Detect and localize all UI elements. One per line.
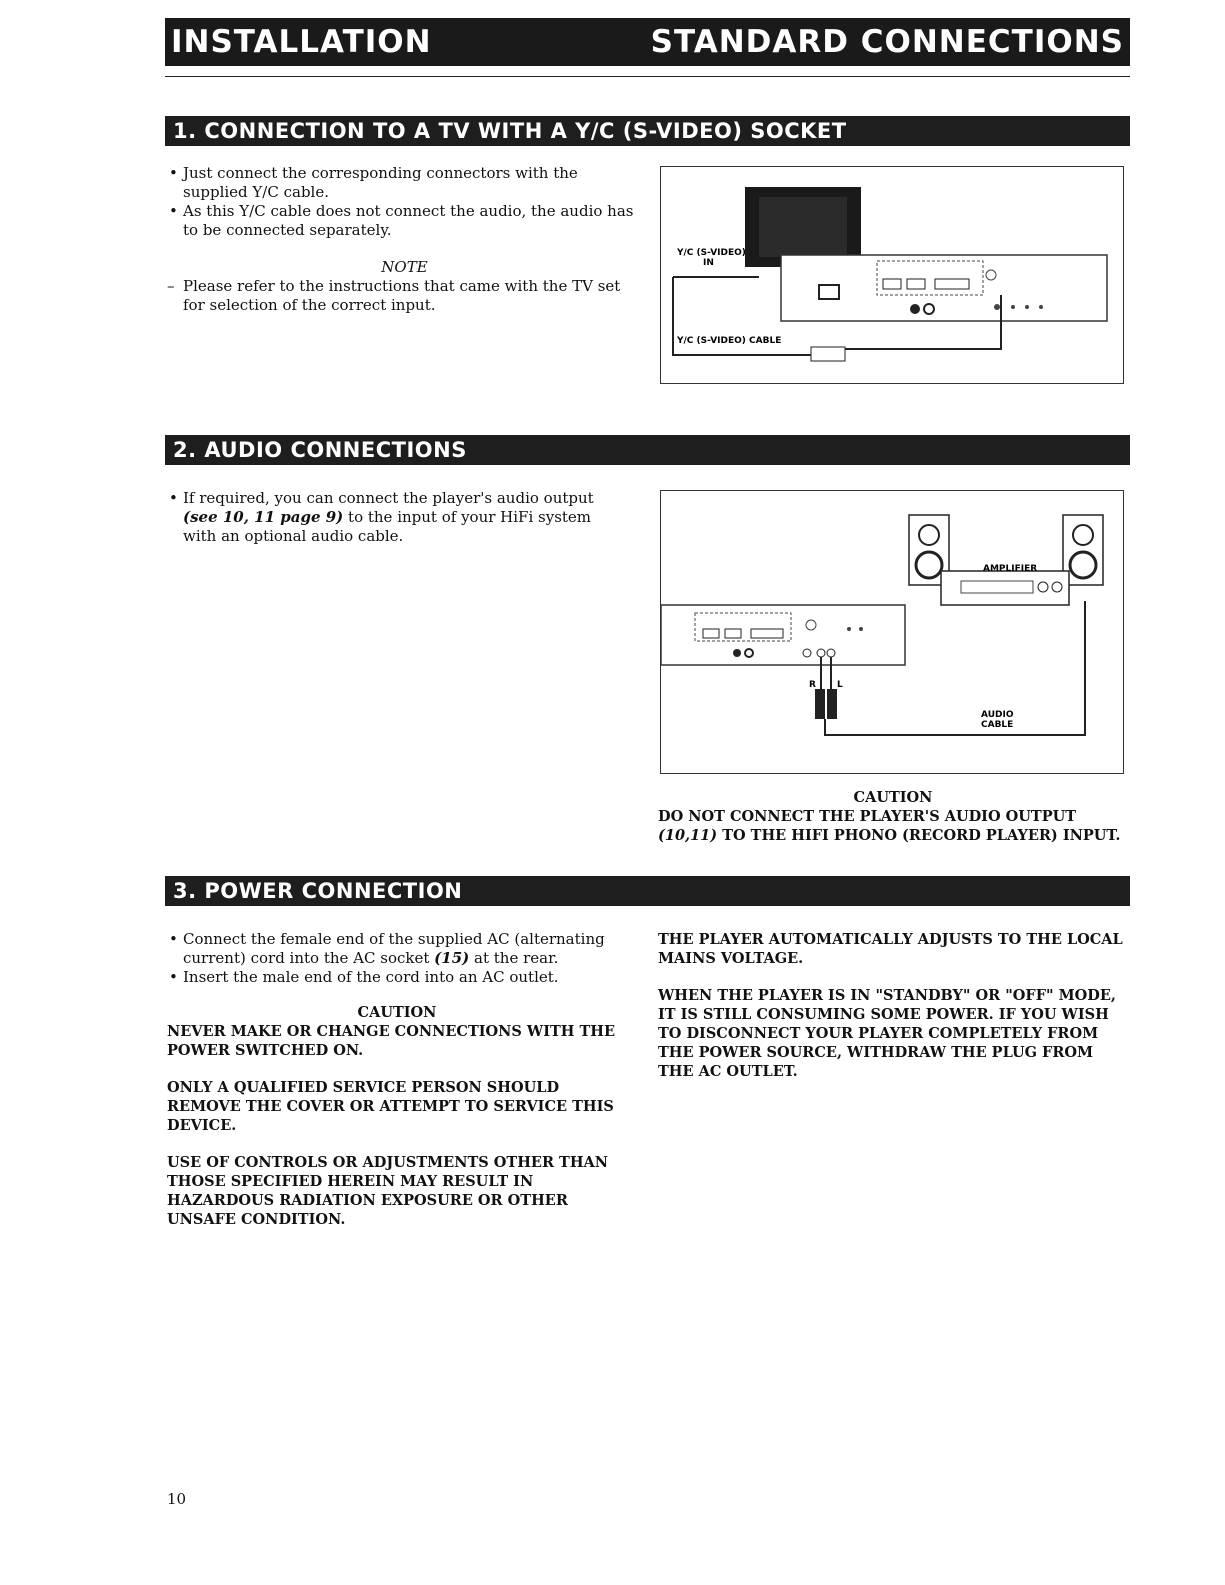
header-right-title: STANDARD CONNECTIONS	[650, 24, 1124, 60]
label-yc-in: Y/C (S-VIDEO)	[677, 248, 746, 258]
caution-paragraph: ONLY A QUALIFIED SERVICE PERSON SHOULD REMOVE THE COVER OR ATTEMPT TO SERVICE THIS DEVICE.	[167, 1079, 614, 1134]
jack-4	[994, 304, 1000, 310]
list-item: • As this Y/C cable does not connect the audio, the audio has to be connected separately.	[167, 202, 642, 240]
caution-reference: (10,11)	[658, 827, 718, 844]
list-item: • Insert the male end of the cord into an AC outlet.	[167, 968, 627, 987]
list-item	[167, 930, 627, 968]
socket-reference: (15)	[434, 949, 470, 967]
caution-text-part: DO NOT CONNECT THE PLAYER'S AUDIO OUTPUT	[658, 808, 1077, 825]
label-audio: AUDIO	[981, 710, 1014, 720]
player-body	[781, 255, 1107, 321]
jack-5	[1011, 305, 1015, 309]
section3-title-bar	[165, 876, 1130, 906]
section2-title: 2. AUDIO CONNECTIONS	[173, 438, 467, 462]
section2-title-bar	[165, 435, 1130, 465]
page-number: 10	[167, 1490, 187, 1508]
bullet-text: to the input of your HiFi system with an optional audio cable.	[183, 508, 592, 545]
label-yc-cable: Y/C (S-VIDEO) CABLE	[677, 336, 782, 346]
list-item	[167, 489, 627, 546]
audio-plug-r	[815, 689, 825, 719]
note-title: NOTE	[381, 258, 428, 276]
label-in: IN	[703, 258, 714, 268]
section3-title: 3. POWER CONNECTION	[173, 879, 463, 903]
section2-bullets	[167, 489, 627, 546]
caution-title: CAUTION	[357, 1004, 437, 1021]
label-cable: CABLE	[981, 720, 1014, 730]
bullet-text: If required, you can connect the player's audio output	[183, 489, 594, 507]
label-r: R	[809, 680, 816, 690]
jack-6	[859, 627, 863, 631]
mains-voltage-note: THE PLAYER AUTOMATICALLY ADJUSTS TO THE LOCAL MAINS VOLTAGE.	[658, 931, 1123, 967]
tv-connection-diagram	[661, 167, 1123, 383]
header-rule	[165, 76, 1130, 77]
caution-text	[658, 807, 1128, 845]
section1-title: 1. CONNECTION TO A TV WITH A Y/C (S-VIDEO) SOCKET	[173, 119, 847, 143]
caution-text-part: TO THE HIFI PHONO (RECORD PLAYER) INPUT.	[722, 827, 1121, 844]
figure-tv-connection	[660, 166, 1124, 384]
amplifier-body	[941, 571, 1069, 605]
jack-5	[847, 627, 851, 631]
tv-screen-inner	[759, 197, 847, 257]
section2-caution	[658, 788, 1128, 845]
section1-title-bar	[165, 116, 1130, 146]
audio-connection-diagram	[661, 491, 1123, 773]
caution-title: CAUTION	[853, 789, 933, 806]
audio-plug-l	[827, 689, 837, 719]
list-item: • Just connect the corresponding connectors with the supplied Y/C cable.	[167, 164, 642, 202]
section1-bullets	[167, 164, 642, 240]
bullet-text: Connect the female end of the supplied AC (alternating current) cord into the AC socket	[183, 930, 605, 967]
section3-left	[167, 930, 627, 1229]
jack-6	[1025, 305, 1029, 309]
section3-bullets	[167, 930, 627, 987]
jack-1	[910, 304, 920, 314]
standby-power-note: WHEN THE PLAYER IS IN "STANDBY" OR "OFF" MODE, IT IS STILL CONSUMING SOME POWER. IF YOU WISH TO DISCONNECT YOUR PLAYER COMPLETELY FROM THE POWER SOURCE, WITHDRAW THE PLUG FROM THE AC OUTLET.	[658, 987, 1116, 1080]
section2-text	[167, 489, 627, 546]
section1-text	[167, 164, 642, 315]
header-left-title: INSTALLATION	[171, 24, 432, 60]
label-amplifier: AMPLIFIER	[983, 564, 1038, 574]
yc-cable-plug	[811, 347, 845, 361]
figure-audio-connection	[660, 490, 1124, 774]
section3-right	[658, 930, 1128, 1081]
jack-1	[733, 649, 741, 657]
page-reference: (see 10, 11 page 9)	[183, 508, 344, 526]
caution-paragraph: NEVER MAKE OR CHANGE CONNECTIONS WITH THE POWER SWITCHED ON.	[167, 1023, 616, 1059]
jack-7	[1039, 305, 1043, 309]
label-l: L	[837, 680, 843, 690]
note-text: – Please refer to the instructions that came with the TV set for selection of the correct input.	[167, 277, 642, 315]
caution-paragraph: USE OF CONTROLS OR ADJUSTMENTS OTHER THAN THOSE SPECIFIED HEREIN MAY RESULT IN HAZARDOUS RADIATION EXPOSURE OR OTHER UNSAFE CONDITION.	[167, 1154, 609, 1228]
bullet-text: at the rear.	[474, 949, 559, 967]
page-header	[165, 18, 1130, 66]
